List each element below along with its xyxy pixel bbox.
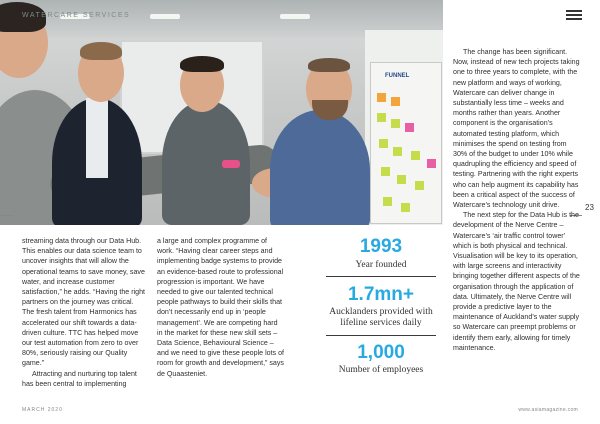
left-edge-rule bbox=[0, 215, 14, 216]
website-link[interactable]: www.asiamagazine.com bbox=[518, 407, 578, 413]
stat-divider bbox=[326, 276, 436, 277]
person-second-shirt bbox=[86, 98, 108, 178]
sticky-note bbox=[393, 147, 402, 156]
sticky-note bbox=[411, 151, 420, 160]
hero-photo bbox=[0, 0, 443, 225]
whiteboard bbox=[370, 62, 442, 224]
sticky-note bbox=[377, 93, 386, 102]
person-right bbox=[270, 110, 370, 225]
phone bbox=[222, 160, 240, 168]
sticky-note bbox=[427, 159, 436, 168]
sticky-note bbox=[377, 113, 386, 122]
stat-value: 1.7mn+ bbox=[347, 284, 414, 305]
stat-label: Year founded bbox=[355, 260, 407, 270]
paragraph: The change has been significant. Now, instead of new tech projects taking one to three years to complete, with the new platform and ways of working, Watercare can deliver change in substantially less time – weeks and months rather than years. Another component is the organisation’s automated testing platform, which minimises the spend on testing from 30% of the budget to under 10% while quadrupling the efficiency and speed of testing. Partnering with the right experts who can help augment its capability has been a critical aspect of the success of Watercare’s technology unit drive. bbox=[453, 48, 580, 210]
menu-icon bbox=[566, 18, 582, 20]
sticky-note bbox=[379, 139, 388, 148]
sticky-note bbox=[397, 175, 406, 184]
sticky-note bbox=[383, 197, 392, 206]
column-right bbox=[453, 47, 580, 353]
person-second-hair bbox=[80, 42, 122, 60]
column-middle bbox=[157, 236, 285, 379]
sticky-note bbox=[401, 203, 410, 212]
sticky-note bbox=[391, 97, 400, 106]
menu-button[interactable] bbox=[566, 8, 582, 22]
column-left bbox=[22, 236, 146, 389]
sticky-note bbox=[405, 123, 414, 132]
issue-date: MARCH 2020 bbox=[22, 407, 63, 413]
paragraph: The next step for the Data Hub is the development of the Nerve Centre – Watercare’s ‘air traffic control tower’ which is both physical and technical. Visualisation will be key to its operation, with large screens and interactivity bringing together different aspects of the organisation through the application of data. Ultimately, the Nerve Centre will provide a predictive layer to the maintenance of Auckland’s water supply so Watercare can preempt problems or identify them early, allowing for timely maintenance. bbox=[453, 211, 580, 352]
page-number: 23 bbox=[585, 203, 594, 212]
menu-icon bbox=[566, 14, 582, 16]
person-third-hair bbox=[180, 56, 224, 72]
sticky-note bbox=[415, 181, 424, 190]
person-right-hair bbox=[308, 58, 350, 72]
board-title: FUNNEL bbox=[385, 73, 410, 79]
stat-value: 1993 bbox=[359, 236, 403, 257]
paragraph: streaming data through our Data Hub. This enables our data science team to uncover insights that will allow the operational teams to save money, save water, and increase customer satisfaction,” he adds. “Having the right partners on the journey was critical. The fresh talent from Harmonics has accelerated our shift towards a data-driven culture. TTC has helped move our test automation from zero to over 80%, seriously raising our Quality game.” bbox=[22, 237, 146, 368]
paragraph: a large and complex programme of work. “Having clear career steps and implementing badge systems to provide an evidence-based route to professional progression is important. We have needed to give our talented technical people pathways to build their skills that don’t necessarily end up in ‘people management’. We are competing hard in the market for these new skill sets – Data Science, Behavioural Science – and we need to give these people lots of room for growth and development,” says de Quaasteniet. bbox=[157, 237, 284, 378]
paragraph: Attracting and nurturing top talent has been central to implementing bbox=[22, 369, 137, 388]
stat-divider bbox=[326, 335, 436, 336]
sticky-note bbox=[391, 119, 400, 128]
stat-label: Aucklanders provided with lifeline services daily bbox=[329, 307, 433, 328]
menu-icon bbox=[566, 10, 582, 12]
ceiling-light bbox=[150, 14, 180, 19]
section-label: WATERCARE SERVICES bbox=[22, 12, 131, 19]
sticky-note bbox=[381, 167, 390, 176]
stat-value: 1,000 bbox=[357, 342, 405, 363]
ceiling-light bbox=[280, 14, 310, 19]
stat-label: Number of employees bbox=[338, 365, 424, 375]
